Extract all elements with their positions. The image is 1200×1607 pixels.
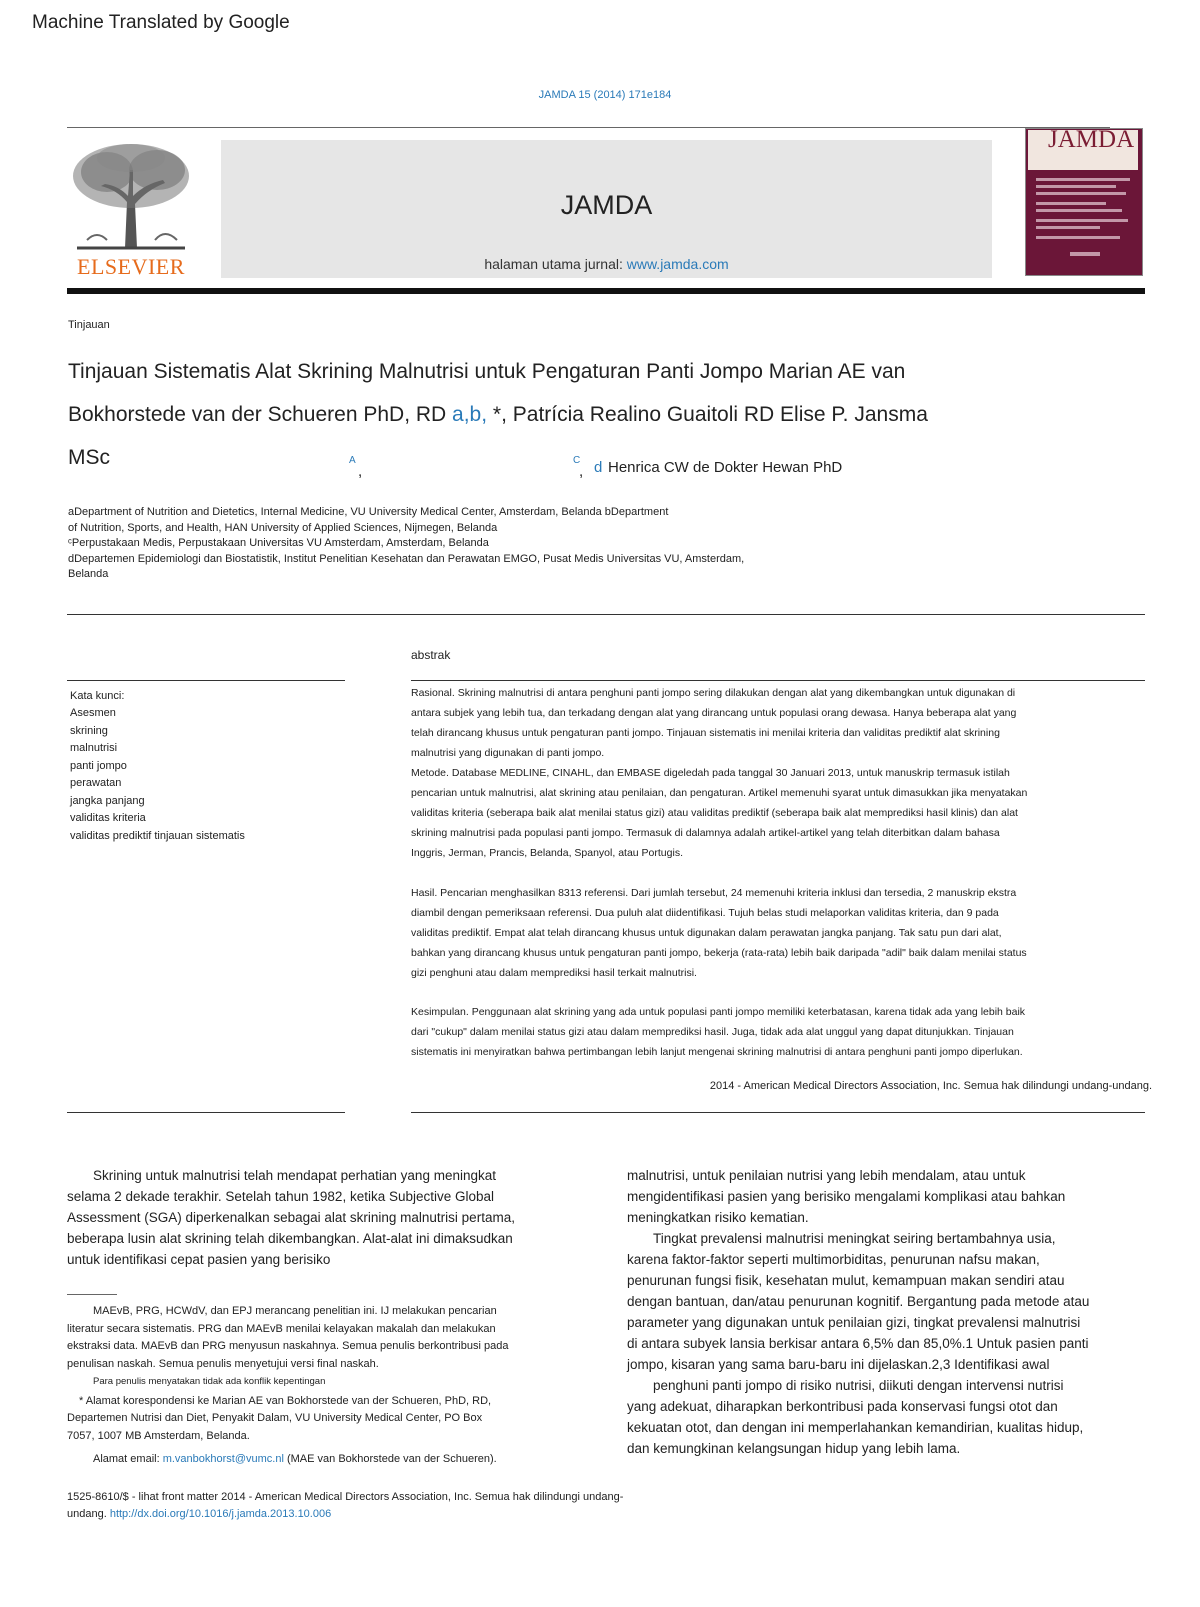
footnote-line: Departemen Nutrisi dan Diet, Penyakit Dalam, VU University Medical Center, PO Box <box>67 1412 483 1424</box>
footnote-line: * Alamat korespondensi ke Marian AE van Bokhorstede van der Schueren, PhD, RD, <box>79 1394 492 1407</box>
title-line-2-rest: *, Patrícia Realino Guaitoli RD Elise P. Jansma <box>487 403 928 426</box>
title-line-2 <box>68 393 1068 436</box>
abstract-line: Inggris, Jerman, Prancis, Belanda, Spanyol, atau Portugis. <box>411 847 683 859</box>
abstract-line: Metode. Database MEDLINE, CINAHL, dan EMBASE digeledah pada tanggal 30 Januari 2013, untuk manuskrip termasuk istilah <box>411 767 1010 779</box>
doi-link[interactable]: http://dx.doi.org/10.1016/j.jamda.2013.10.006 <box>109 1508 332 1520</box>
keywords-list <box>70 705 245 845</box>
keyword-item: malnutrisi <box>70 742 118 754</box>
abstract-results <box>411 883 1153 983</box>
footnotes <box>67 1303 579 1469</box>
abstract-line: telah dirancang khusus untuk pengaturan panti jompo. Tinjauan sistematis ini menilai kriteria dan validitas prediktif alat skrining <box>411 727 1000 739</box>
article-type: Tinjauan <box>68 319 110 331</box>
author-affiliation-markers <box>68 455 1118 485</box>
abstract-line: sistematis ini menyiratkan bahwa pertimbangan lebih lanjut mengenai skrining malnutrisi di antara penghuni panti jompo diperlukan. <box>411 1046 1023 1058</box>
keywords-bottom-rule <box>67 1112 345 1113</box>
affiliation-line: of Nutrition, Sports, and Health, HAN University of Applied Sciences, Nijmegen, Belanda <box>68 521 498 534</box>
body-line: di antara subyek lansia berkisar antara 6,5% dan 85,0%.1 Untuk pasien panti <box>627 1336 1089 1351</box>
body-line: mengidentifikasi pasien yang berisiko mengalami komplikasi atau bahkan <box>627 1189 1066 1204</box>
body-line: malnutrisi, untuk penilaian nutrisi yang lebih mendalam, atau untuk <box>627 1168 1026 1183</box>
front-matter-line: 1525-8610/$ - lihat front matter 2014 - American Medical Directors Association, Inc. Semua hak dilindungi undang- <box>67 1491 624 1503</box>
journal-title: JAMDA <box>560 190 653 220</box>
abstract-line: validitas prediktif. Empat alat telah dirancang khusus untuk digunakan dalam perawatan jangka panjang. Tak satu pun dari alat, <box>411 927 1002 939</box>
author-name-last: Henrica CW de Dokter Hewan PhD <box>608 459 843 476</box>
journal-citation[interactable]: JAMDA 15 (2014) 171e184 <box>538 89 672 101</box>
keyword-item: panti jompo <box>70 759 127 772</box>
body-line: selama 2 dekade terakhir. Setelah tahun 1982, ketika Subjective Global <box>67 1189 495 1204</box>
keyword-item: validitas kriteria <box>70 812 146 824</box>
article-info-top-rule <box>67 614 1145 615</box>
footnote-line: 7057, 1007 MB Amsterdam, Belanda. <box>67 1429 250 1442</box>
abstract-heading: abstrak <box>411 648 451 662</box>
journal-homepage <box>221 256 992 272</box>
email-line <box>67 1451 579 1469</box>
affiliation-link-c[interactable]: C <box>573 455 581 466</box>
footnote-line: literatur secara sistematis. PRG dan MAEvB menilai kelayakan makalah dan melakukan <box>67 1322 496 1335</box>
abstract-copyright: 2014 - American Medical Directors Association, Inc. Semua hak dilindungi undang-undang. <box>709 1080 1152 1092</box>
email-link[interactable]: m.vanbokhorst@vumc.nl <box>162 1453 284 1465</box>
body-line: penghuni panti jompo di risiko nutrisi, diikuti dengan intervensi nutrisi <box>653 1378 1064 1393</box>
keywords-top-rule <box>67 680 345 681</box>
front-matter-line-2 <box>67 1506 747 1523</box>
keyword-item: perawatan <box>70 777 122 789</box>
intro-right-column <box>627 1165 1152 1459</box>
header-thick-rule <box>67 288 1145 294</box>
body-line: penurunan fungsi fisik, kesehatan mulut, kemampuan makan sendiri atau <box>627 1273 1065 1288</box>
keyword-item: Asesmen <box>70 707 116 719</box>
body-line: dengan bantuan, dan/atau penurunan kognitif. Bergantung pada metode atau <box>627 1294 1090 1309</box>
abstract-line: diambil dengan pemeriksaan referensi. Dua puluh alat diidentifikasi. Tujuh belas studi melaporkan validitas kriteria, dan 9 pada <box>411 907 999 919</box>
title-line-2-text: Bokhorstede van der Schueren PhD, RD <box>68 403 453 426</box>
affiliation-line: dDepartemen Epidemiologi dan Biostatistik, Institut Penelitian Kesehatan dan Perawatan EMGO, Pusat Medis Universitas VU, Amsterdam, <box>68 552 745 565</box>
affiliation-line: aDepartment of Nutrition and Dietetics, Internal Medicine, VU University Medical Center, Amsterdam, Belanda bDepartment <box>68 506 669 518</box>
elsevier-logo-text: ELSEVIER <box>77 254 185 279</box>
footnote-line: MAEvB, PRG, HCWdV, dan EPJ merancang penelitian ini. IJ melakukan pencarian <box>93 1305 497 1317</box>
body-line: jompo, kisaran yang sama baru-baru ini dijelaskan.2,3 Identifikasi awal <box>627 1357 1050 1372</box>
front-matter-notice <box>67 1489 747 1523</box>
body-line: Assessment (SGA) diperkenalkan sebagai alat skrining malnutrisi pertama, <box>67 1210 515 1225</box>
conflict-statement: Para penulis menyatakan tidak ada konflik kepentingan <box>93 1376 326 1387</box>
body-line: yang adekuat, diharapkan berkontribusi pada konservasi fungsi otot dan <box>627 1399 1058 1414</box>
journal-cover-text-lines-icon <box>1030 172 1136 268</box>
abstract-line: skrining malnutrisi pada populasi panti jompo. Termasuk di dalamnya adalah artikel-artikel yang telah diterbitkan dalam bahasa <box>411 827 1000 839</box>
abstract-line: pencarian untuk malnutrisi, alat skrining atau penilaian, dan pengaturan. Artikel memenuhi syarat untuk dimasukkan jika menyatakan <box>411 787 1028 799</box>
homepage-link[interactable]: www.jamda.com <box>626 256 729 272</box>
homepage-label: halaman utama jurnal: <box>484 256 623 272</box>
abstract-line: Kesimpulan. Penggunaan alat skrining yang ada untuk populasi panti jompo memiliki keterbatasan, karena tidak ada yang lebih baik <box>411 1006 1026 1018</box>
marker-comma-1: , <box>358 463 363 480</box>
body-line: beberapa lusin alat skrining telah dikembangkan. Alat-alat ini dimaksudkan <box>67 1231 513 1246</box>
body-line: Tingkat prevalensi malnutrisi meningkat seiring bertambahnya usia, <box>653 1231 1056 1246</box>
intro-left-column <box>67 1165 587 1270</box>
footnote-rule <box>67 1294 117 1295</box>
abstract-line: bahkan yang dirancang khusus untuk pengaturan panti jompo, bekerja (rata-rata) lebih baik daripada "adil" baik dalam menilai status <box>411 947 1027 959</box>
front-matter-prefix: undang. <box>67 1508 107 1520</box>
title-line-1: Tinjauan Sistematis Alat Skrining Malnutrisi untuk Pengaturan Panti Jompo Marian AE van <box>68 360 906 383</box>
keywords-heading: Kata kunci: <box>70 690 125 702</box>
abstract-line: Hasil. Pencarian menghasilkan 8313 referensi. Dari jumlah tersebut, 24 memenuhi kriteria inklusi dan tersedia, 2 manuskrip ekstra <box>411 887 1017 899</box>
body-line: kekuatan otot, dan dengan ini memperlahankan kemandirian, kualitas hidup, <box>627 1420 1084 1435</box>
body-line: Skrining untuk malnutrisi telah mendapat perhatian yang meningkat <box>93 1168 496 1183</box>
abstract-bottom-rule <box>411 1112 1145 1113</box>
abstract-conclusions <box>411 1002 1153 1062</box>
abstract-line: antara subjek yang lebih tua, dan terkadang dengan alat yang dirancang untuk populasi orang dewasa. Hanya beberapa alat yang <box>411 707 1017 719</box>
footnote-line: penulisan naskah. Semua penulis menyetujui versi final naskah. <box>67 1357 379 1370</box>
footnote-line: ekstraksi data. MAEvB dan PRG menyusun naskahnya. Semua penulis berkontribusi pada <box>67 1340 509 1352</box>
body-line: dan kemungkinan kelangsungan hidup yang lebih lama. <box>627 1441 961 1456</box>
abstract-line: validitas kriteria (seberapa baik alat menilai status gizi) atau validitas prediktif (seberapa baik alat memprediksi hasil klinis) dan alat <box>411 807 1018 819</box>
body-line: untuk identifikasi cepat pasien yang berisiko <box>67 1252 331 1267</box>
body-line: meningkatkan risiko kematian. <box>627 1210 809 1225</box>
affiliation-link-d[interactable]: d <box>594 459 603 476</box>
affiliation-line: ᶜPerpustakaan Medis, Perpustakaan Universitas VU Amsterdam, Amsterdam, Belanda <box>68 537 489 549</box>
body-line: parameter yang digunakan untuk penilaian gizi, tingkat prevalensi malnutrisi <box>627 1315 1081 1330</box>
body-line: karena faktor-faktor seperti multimorbiditas, penurunan nafsu makan, <box>627 1252 1040 1267</box>
title-line-3: MSc <box>68 446 110 469</box>
affiliation-link-ab[interactable]: a,b, <box>452 403 488 426</box>
email-label: Alamat email: <box>93 1453 160 1465</box>
affiliation-link-a[interactable]: A <box>349 455 356 466</box>
abstract-line: gizi penghuni atau dalam memprediksi hasil terkait malnutrisi. <box>411 967 697 979</box>
machine-translation-banner: Machine Translated by Google <box>32 12 290 33</box>
abstract-top-rule <box>411 680 1145 681</box>
abstract-line: dari "cukup" dalam menilai status gizi atau dalam memprediksi hasil. Juga, tidak ada alat unggul yang dapat ditunjukkan. Tinjauan <box>411 1026 1014 1038</box>
affiliations <box>68 505 948 583</box>
affiliation-line: Belanda <box>68 568 109 580</box>
journal-cover-title: JAMDA <box>1048 126 1135 153</box>
keyword-item: jangka panjang <box>70 794 145 807</box>
keyword-item: validitas prediktif tinjauan sistematis <box>70 829 245 842</box>
marker-comma-2: , <box>579 463 584 480</box>
header-rule <box>67 127 1110 128</box>
abstract-line: malnutrisi yang digunakan di panti jompo. <box>411 747 605 759</box>
email-suffix: (MAE van Bokhorstede van der Schueren). <box>286 1453 497 1465</box>
abstract-line: Rasional. Skrining malnutrisi di antara penghuni panti jompo sering dilakukan dengan alat yang dikembangkan untuk digunakan di <box>411 687 1016 699</box>
abstract-rationale-methods <box>411 683 1153 863</box>
keyword-item: skrining <box>70 724 108 737</box>
